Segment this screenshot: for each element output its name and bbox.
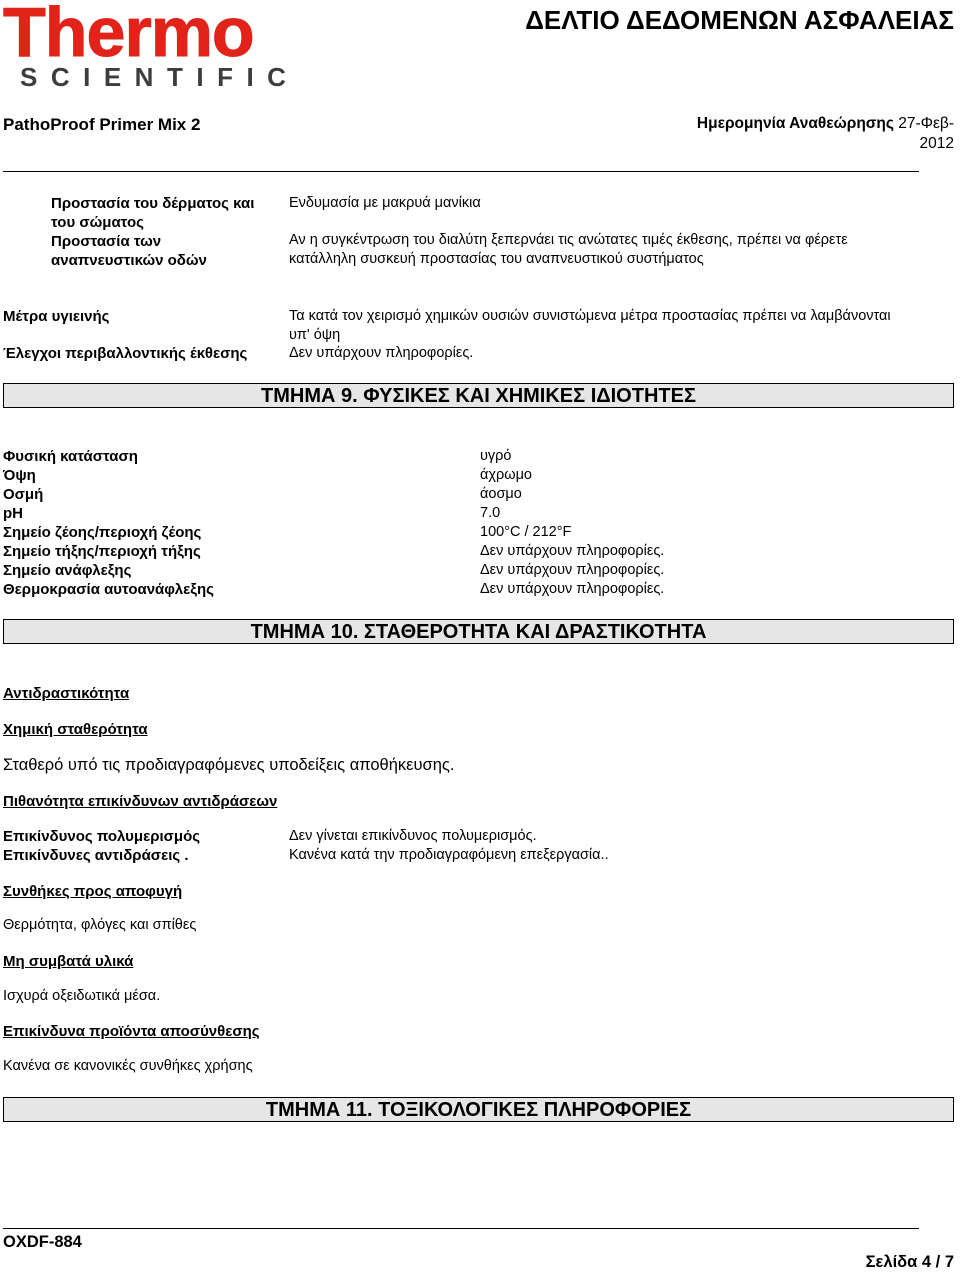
property-label: Όψη	[3, 467, 36, 484]
header-rule	[3, 171, 919, 172]
chemical-stability-heading: Χημική σταθερότητα	[3, 721, 148, 738]
hazardous-polymerization-label: Επικίνδυνος πολυμερισμός	[3, 828, 201, 845]
section-10-title: ΤΜΗΜΑ 10. ΣΤΑΘΕΡΟΤΗΤΑ ΚΑΙ ΔΡΑΣΤΙΚΟΤΗΤΑ	[3, 619, 954, 644]
incompatible-materials-text: Ισχυρά οξειδωτικά μέσα.	[3, 988, 161, 1004]
property-label: Σημείο ζέοης/περιοχή ζέοης	[3, 524, 202, 541]
environmental-exposure-value: Δεν υπάρχουν πληροφορίες.	[289, 345, 474, 361]
logo-scientific: SCIENTIFIC	[20, 62, 300, 92]
footer-rule	[3, 1228, 919, 1229]
section-9-title: ΤΜΗΜΑ 9. ΦΥΣΙΚΕΣ ΚΑΙ ΧΗΜΙΚΕΣ ΙΔΙΟΤΗΤΕΣ	[3, 383, 954, 408]
property-value: υγρό	[480, 448, 512, 464]
revision-label: Ημερομηνία Αναθεώρησης	[696, 115, 894, 132]
hazardous-reactions-label: Επικίνδυνες αντιδράσεις .	[3, 847, 189, 864]
hazardous-reactions-value: Κανένα κατά την προδιαγραφόμενη επεξεργασία..	[289, 847, 609, 863]
section-11-title: ΤΜΗΜΑ 11. ΤΟΞΙΚΟΛΟΓΙΚΕΣ ΠΛΗΡΟΦΟΡΙΕΣ	[3, 1097, 954, 1122]
hygiene-value: Τα κατά τον χειρισμό χημικών ουσιών συνιστώμενα μέτρα προστασίας πρέπει να λαμβάνονται υπ' όψη	[289, 308, 891, 343]
decomposition-products-text: Κανένα σε κανονικές συνθήκες χρήσης	[3, 1058, 253, 1074]
hazardous-polymerization-value: Δεν γίνεται επικίνδυνος πολυμερισμός.	[289, 828, 537, 844]
logo-thermo: Thermo	[3, 0, 254, 71]
skin-protection-value: Ενδυμασία με μακρυά μανίκια	[289, 195, 481, 211]
conditions-to-avoid-text: Θερμότητα, φλόγες και σπίθες	[3, 917, 197, 933]
property-label: pH	[3, 505, 23, 522]
chemical-stability-text: Σταθερό υπό τις προδιαγραφόμενες υποδείξεις αποθήκευσης.	[3, 756, 455, 774]
property-value: Δεν υπάρχουν πληροφορίες.	[480, 562, 665, 578]
decomposition-products-heading: Επικίνδυνα προϊόντα αποσύνθεσης	[3, 1023, 260, 1040]
hygiene-label: Μέτρα υγιεινής	[3, 308, 110, 325]
revision-date-part2: 2012	[919, 135, 954, 152]
property-value: άοσμο	[480, 486, 522, 502]
reactivity-heading: Αντιδραστικότητα	[3, 685, 130, 702]
document-code: OXDF-884	[3, 1233, 82, 1251]
revision-date	[654, 114, 954, 154]
incompatible-materials-heading: Μη συμβατά υλικά	[3, 953, 134, 970]
property-label: Σημείο ανάφλεξης	[3, 562, 132, 579]
product-name: PathoProof Primer Mix 2	[3, 115, 201, 134]
property-label: Σημείο τήξης/περιοχή τήξης	[3, 543, 201, 560]
page-number: Σελίδα 4 / 7	[865, 1253, 954, 1271]
environmental-exposure-label: Έλεγχοι περιβαλλοντικής έκθεσης	[3, 345, 248, 362]
document-title: ΔΕΛΤΙΟ ΔΕΔΟΜΕΝΩΝ ΑΣΦΑΛΕΙΑΣ	[525, 5, 954, 35]
hazardous-reactions-heading: Πιθανότητα επικίνδυνων αντιδράσεων	[3, 793, 278, 810]
respiratory-protection-label: Προστασία των αναπνευστικών οδών	[51, 233, 207, 269]
conditions-to-avoid-heading: Συνθήκες προς αποφυγή	[3, 883, 183, 900]
respiratory-protection-value: Αν η συγκέντρωση του διαλύτη ξεπερνάει τις ανώτατες τιμές έκθεσης, πρέπει να φέρετε κατάλληλη συσκευή προστασίας του αναπνευστικού συστήματος	[289, 232, 848, 267]
property-label: Θερμοκρασία αυτοανάφλεξης	[3, 581, 214, 598]
skin-protection-label: Προστασία του δέρματος και του σώματος	[51, 195, 255, 231]
revision-date-part1: 27-Φεβ-	[898, 115, 954, 132]
property-value: άχρωμο	[480, 467, 532, 483]
property-value: 100°C / 212°F	[480, 524, 572, 540]
property-label: Φυσική κατάσταση	[3, 448, 138, 465]
property-value: 7.0	[480, 505, 501, 521]
property-label: Οσμή	[3, 486, 44, 503]
property-value: Δεν υπάρχουν πληροφορίες.	[480, 543, 665, 559]
property-value: Δεν υπάρχουν πληροφορίες.	[480, 581, 665, 597]
